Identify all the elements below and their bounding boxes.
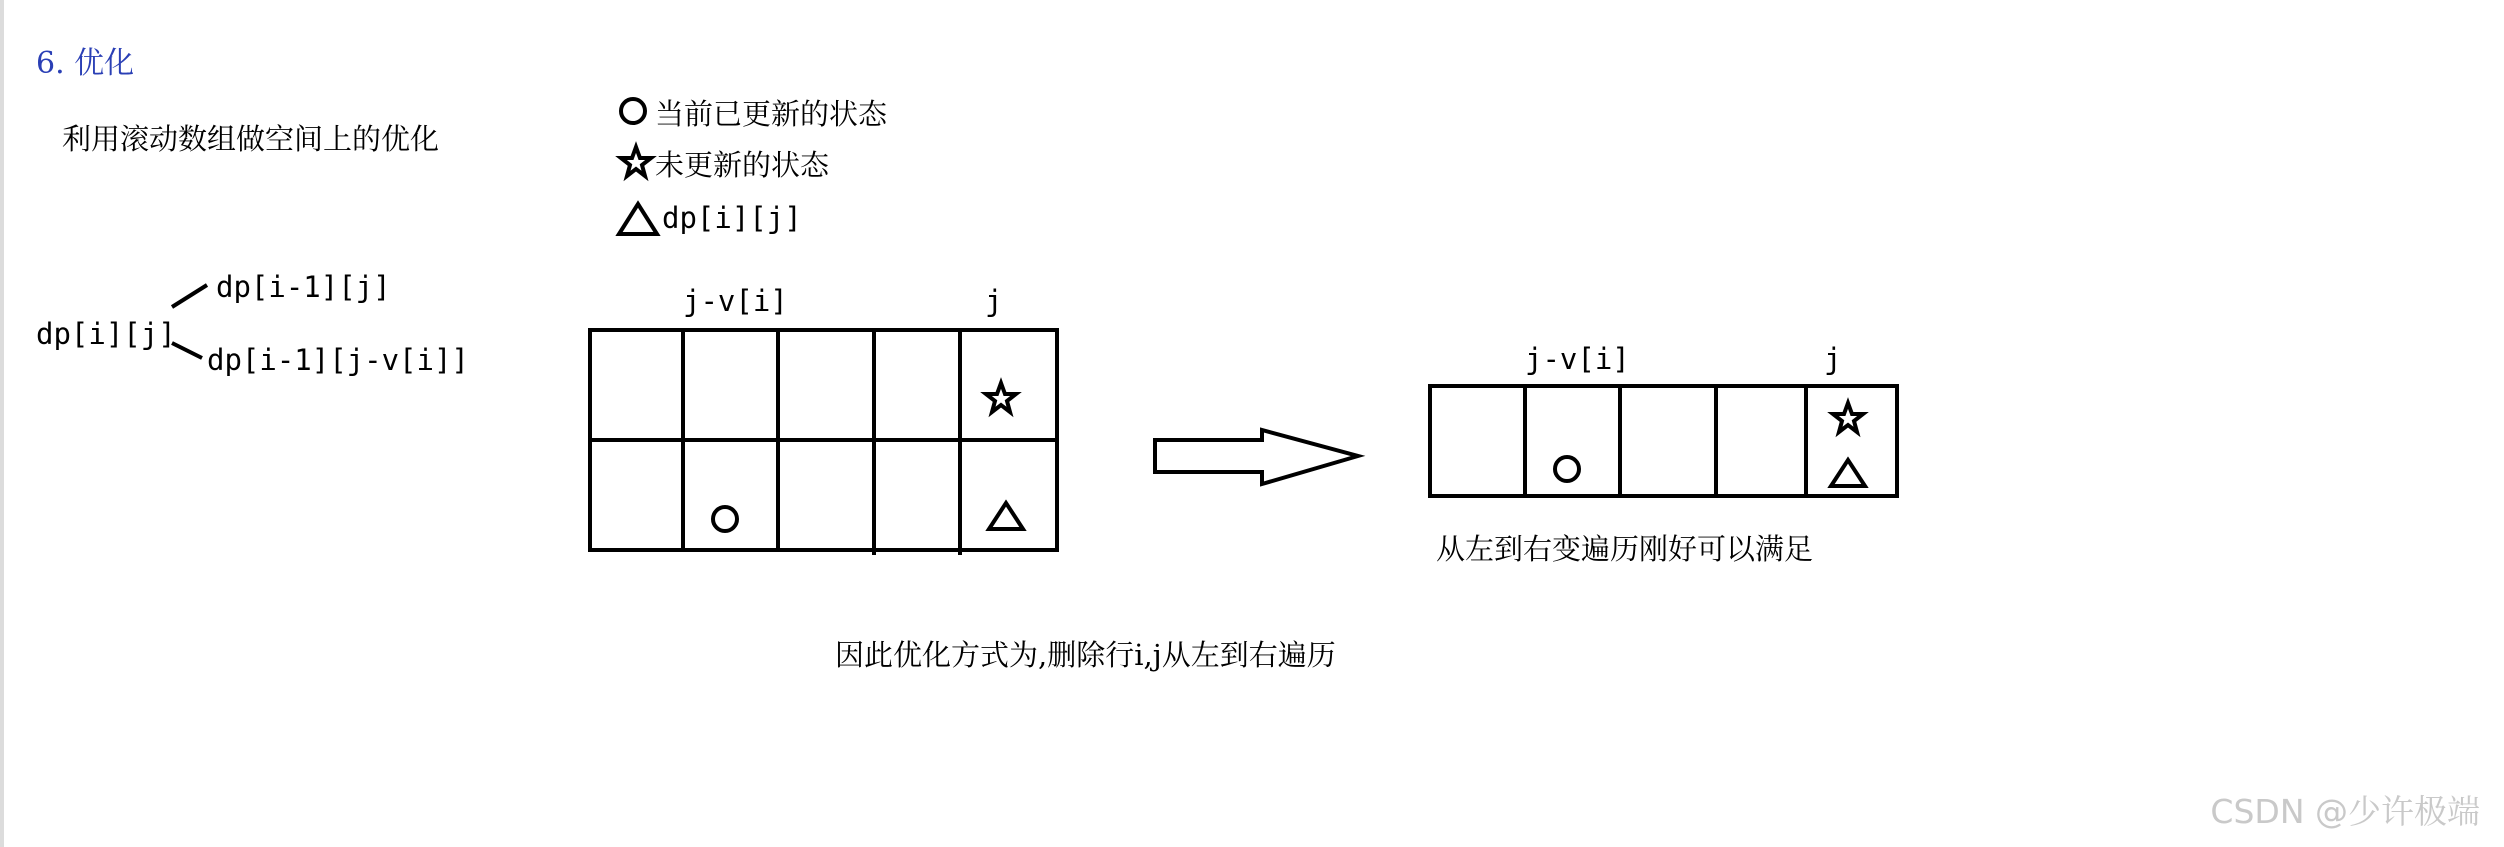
legend-star-label: 未更新的状态 bbox=[655, 148, 830, 182]
recurrence-root: dp[i][j] bbox=[36, 317, 176, 351]
grid1d-col-label-jv: j-v[i] bbox=[1525, 342, 1630, 376]
grid2d-col-label-j: j bbox=[985, 284, 1003, 318]
section-heading: 6. 优化 bbox=[36, 46, 135, 81]
grid1d-circle-icon bbox=[1555, 457, 1579, 481]
grid2d bbox=[590, 330, 1057, 555]
legend-circle-icon bbox=[621, 99, 645, 123]
bottom-caption: 因此优化方式为,删除行i,j从左到右遍历 bbox=[835, 638, 1336, 672]
grid1d-triangle-icon bbox=[1831, 460, 1865, 486]
legend-circle-label: 当前已更新的状态 bbox=[655, 97, 888, 131]
recurrence-lower-term: dp[i-1][j-v[i]] bbox=[207, 343, 469, 377]
grid1d-col-label-j: j bbox=[1824, 342, 1842, 376]
csdn-watermark: CSDN @少许极端 bbox=[2210, 792, 2480, 831]
section-subtitle: 利用滚动数组做空间上的优化 bbox=[62, 122, 440, 156]
grid1d bbox=[1430, 386, 1897, 496]
legend-triangle-label: dp[i][j] bbox=[662, 201, 802, 235]
grid1d-star-icon bbox=[1833, 403, 1863, 432]
recurrence-upper-term: dp[i-1][j] bbox=[216, 270, 391, 304]
grid2d-circle-icon bbox=[713, 507, 737, 531]
recurrence-lower-branch bbox=[172, 343, 202, 358]
grid2d-col-label-jv: j-v[i] bbox=[683, 284, 788, 318]
legend-triangle-icon bbox=[619, 204, 657, 234]
right-caption: 从左到右变遍历刚好可以满足 bbox=[1436, 532, 1814, 566]
grid2d-triangle-icon bbox=[989, 503, 1023, 529]
legend-star-icon bbox=[621, 147, 651, 176]
recurrence-upper-branch bbox=[172, 285, 207, 307]
grid2d-star-icon bbox=[986, 383, 1016, 412]
transform-arrow-icon bbox=[1155, 430, 1358, 484]
